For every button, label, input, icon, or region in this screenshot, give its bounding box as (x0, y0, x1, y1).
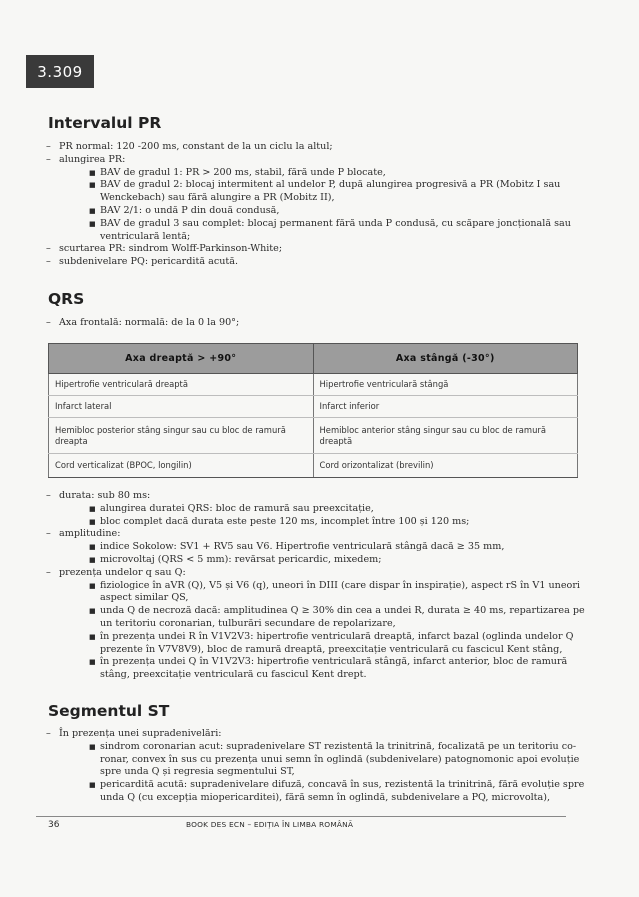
list-item: – durata: sub 80 ms: (46, 490, 586, 503)
qrs-content (46, 490, 586, 682)
continuation-line: aspect similar QS, (100, 592, 189, 604)
continuation-line: ventriculară lentă; (100, 230, 191, 242)
list-item: – În prezența unei supradenivelări: (46, 728, 586, 741)
bullet-item: ■ în prezența undei Q în V1V2V3: hipertrofie ventriculară stângă, infarct anterior, bloc de ramură (46, 656, 586, 669)
st-content (46, 728, 586, 805)
table-cell: Infarct inferior (313, 396, 578, 418)
section-title-qrs: QRS (48, 290, 85, 308)
continuation-line: un teritoriu coronarian, tulburări secundare de repolarizare, (100, 617, 396, 629)
table-cell: Hipertrofie ventriculară dreaptă (49, 374, 314, 396)
bullet-item: ■ BAV de gradul 3 sau complet: blocaj permanent fără unda P condusă, cu scăpare joncțională sau (46, 218, 586, 231)
section-title-st: Segmentul ST (48, 702, 170, 720)
bullet-item: ■ indice Sokolow: SV1 + RV5 sau V6. Hipertrofie ventriculară stângă dacă ≥ 35 mm, (46, 541, 586, 554)
bullet-item: ■ sindrom coronarian acut: supradenivelare ST rezistentă la trinitrină, focalizată pe un teritoriu co- (46, 741, 586, 754)
continuation-line: prezente în V7V8V9), bloc de ramură dreaptă, preexcitație ventriculară cu fascicul Kent stâng, (100, 643, 563, 655)
continuation-line: unda Q (cu excepția miopericarditei), fără semn în oglindă, subdenivelare a PQ, microvolta), (100, 791, 551, 803)
continuation-line: spre unda Q și regresia segmentului ST, (100, 766, 295, 778)
list-item: – prezența undelor q sau Q: (46, 567, 586, 580)
book-title: BOOK DES ECN – EDIȚIA ÎN LIMBA ROMÂNĂ (186, 820, 354, 829)
bullet-item: ■ BAV 2/1: o undă P din două condusă, (46, 205, 586, 218)
bullet-item: ■ bloc complet dacă durata este peste 120 ms, incomplet între 100 și 120 ms; (46, 516, 586, 529)
bullet-item: ■ alungirea duratei QRS: bloc de ramură sau preexcitație, (46, 503, 586, 516)
page-badge: 3.309 (26, 55, 94, 88)
bullet-item: ■ BAV de gradul 1: PR > 200 ms, stabil, fără unde P blocate, (46, 167, 586, 180)
qrs-intro-item: – Axa frontală: normală: de la 0 la 90°; (46, 317, 586, 330)
section-title-pr: Intervalul PR (48, 114, 162, 132)
list-item: – alungirea PR: (46, 154, 586, 167)
qrs-intro (46, 317, 586, 330)
table-header-left-axis: Axa stângă (-30°) (313, 344, 578, 374)
table-cell: Hemibloc anterior stâng singur sau cu bloc de ramură dreaptă (313, 418, 578, 454)
continuation-line: ronar, convex în sus cu prezența unui semn în oglindă (subdenivelare) patognomonic apoi evoluție (100, 753, 580, 765)
table-cell: Cord orizontalizat (brevilin) (313, 454, 578, 478)
bullet-item: ■ fiziologice în aVR (Q), V5 și V6 (q), uneori în DIII (care dispar în inspirație), aspect rS în V1 uneori (46, 580, 586, 593)
list-item: – PR normal: 120 -200 ms, constant de la un ciclu la altul; (46, 141, 586, 154)
table-header-right-axis: Axa dreaptă > +90° (49, 344, 314, 374)
table-cell: Infarct lateral (49, 396, 314, 418)
list-item: – subdenivelare PQ: pericardită acută. (46, 256, 586, 269)
bullet-item: ■ pericardită acută: supradenivelare difuză, concavă în sus, rezistentă la trinitrină, fără evoluție spre (46, 779, 586, 792)
pr-content (46, 141, 586, 269)
footer-rule (36, 816, 566, 817)
bullet-item: ■ unda Q de necroză dacă: amplitudinea Q ≥ 30% din cea a undei R, durata ≥ 40 ms, repartizarea pe (46, 605, 586, 618)
list-item: – amplitudine: (46, 528, 586, 541)
table-cell: Hemibloc posterior stâng singur sau cu bloc de ramură dreapta (49, 418, 314, 454)
bullet-item: ■ BAV de gradul 2: blocaj intermitent al undelor P, după alungirea progresivă a PR (Mobitz I sau (46, 179, 586, 192)
list-item: – scurtarea PR: sindrom Wolff-Parkinson-White; (46, 243, 586, 256)
qrs-axis-table (48, 343, 578, 478)
bullet-item: ■ microvoltaj (QRS < 5 mm): revărsat pericardic, mixedem; (46, 554, 586, 567)
bullet-item: ■ în prezența undei R în V1V2V3: hipertrofie ventriculară dreaptă, infarct bazal (oglinda undelor Q (46, 631, 586, 644)
table-cell: Hipertrofie ventriculară stângă (313, 374, 578, 396)
continuation-line: Wenckebach) sau fără alungire a PR (Mobitz II), (100, 192, 335, 204)
page-number: 36 (48, 820, 60, 830)
continuation-line: stâng, preexcitație ventriculară cu fascicul Kent drept. (100, 669, 367, 681)
table-cell: Cord verticalizat (BPOC, longilin) (49, 454, 314, 478)
